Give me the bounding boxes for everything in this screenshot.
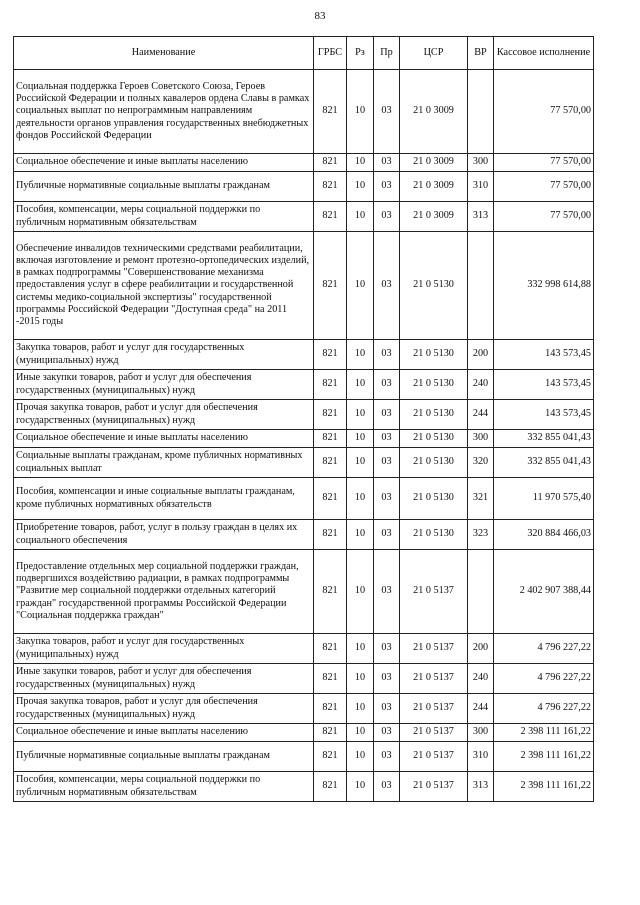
row-csr: 21 0 5137	[400, 742, 468, 772]
row-grbs: 821	[314, 172, 347, 202]
row-grbs: 821	[314, 550, 347, 634]
row-grbs: 821	[314, 430, 347, 448]
row-name: Закупка товаров, работ и услуг для государственных (муниципальных) нужд	[14, 340, 314, 370]
row-rz: 10	[347, 634, 374, 664]
row-vr: 310	[468, 172, 494, 202]
row-pr: 03	[374, 694, 400, 724]
table-row	[14, 448, 594, 478]
row-rz: 10	[347, 448, 374, 478]
row-vr	[468, 550, 494, 634]
row-amount: 11 970 575,40	[494, 478, 594, 520]
row-name: Иные закупки товаров, работ и услуг для обеспечения государственных (муниципальных) нужд	[14, 370, 314, 400]
row-pr: 03	[374, 370, 400, 400]
row-amount: 332 855 041,43	[494, 430, 594, 448]
header-vr: ВР	[468, 37, 494, 70]
row-csr: 21 0 5137	[400, 772, 468, 802]
row-name: Социальное обеспечение и иные выплаты населению	[14, 724, 314, 742]
row-vr: 244	[468, 694, 494, 724]
row-vr: 240	[468, 664, 494, 694]
row-grbs: 821	[314, 154, 347, 172]
row-amount: 332 998 614,88	[494, 232, 594, 340]
row-name: Приобретение товаров, работ, услуг в пользу граждан в целях их социального обеспечения	[14, 520, 314, 550]
table-row	[14, 772, 594, 802]
row-amount: 320 884 466,03	[494, 520, 594, 550]
row-name: Обеспечение инвалидов техническими средствами реабилитации, включая изготовление и ремонт протезно-ортопедических изделий, в рамках подпрограммы "Совершенствование механизма предоставления услуг в сфере реабилитации и государственной системы медико-социальной экспертизы" государственной программы Российской Федерации "Доступная среда" на 2011 -2015 годы	[14, 232, 314, 340]
row-grbs: 821	[314, 724, 347, 742]
row-csr: 21 0 3009	[400, 70, 468, 154]
row-pr: 03	[374, 400, 400, 430]
row-csr: 21 0 5137	[400, 634, 468, 664]
row-vr: 300	[468, 724, 494, 742]
row-pr: 03	[374, 634, 400, 664]
row-pr: 03	[374, 172, 400, 202]
row-rz: 10	[347, 694, 374, 724]
row-vr: 240	[468, 370, 494, 400]
row-rz: 10	[347, 550, 374, 634]
table-row	[14, 202, 594, 232]
table-row	[14, 694, 594, 724]
row-pr: 03	[374, 550, 400, 634]
row-pr: 03	[374, 772, 400, 802]
header-grbs: ГРБС	[314, 37, 347, 70]
row-amount: 143 573,45	[494, 340, 594, 370]
row-name: Публичные нормативные социальные выплаты гражданам	[14, 172, 314, 202]
row-vr: 313	[468, 772, 494, 802]
budget-table	[13, 36, 594, 802]
row-vr: 300	[468, 154, 494, 172]
row-grbs: 821	[314, 664, 347, 694]
row-pr: 03	[374, 232, 400, 340]
row-name: Социальные выплаты гражданам, кроме публичных нормативных социальных выплат	[14, 448, 314, 478]
row-vr	[468, 70, 494, 154]
table-row	[14, 370, 594, 400]
row-rz: 10	[347, 400, 374, 430]
row-csr: 21 0 3009	[400, 202, 468, 232]
row-amount: 4 796 227,22	[494, 634, 594, 664]
row-vr: 321	[468, 478, 494, 520]
header-rz: Рз	[347, 37, 374, 70]
row-csr: 21 0 3009	[400, 172, 468, 202]
row-grbs: 821	[314, 742, 347, 772]
row-amount: 143 573,45	[494, 370, 594, 400]
row-csr: 21 0 5130	[400, 478, 468, 520]
row-csr: 21 0 5137	[400, 664, 468, 694]
row-name: Прочая закупка товаров, работ и услуг для обеспечения государственных (муниципальных) нужд	[14, 400, 314, 430]
row-grbs: 821	[314, 520, 347, 550]
row-amount: 77 570,00	[494, 70, 594, 154]
table-row	[14, 634, 594, 664]
row-name: Прочая закупка товаров, работ и услуг для обеспечения государственных (муниципальных) нужд	[14, 694, 314, 724]
row-vr: 320	[468, 448, 494, 478]
row-amount: 4 796 227,22	[494, 664, 594, 694]
row-csr: 21 0 5137	[400, 550, 468, 634]
row-vr: 310	[468, 742, 494, 772]
row-vr: 323	[468, 520, 494, 550]
table-row	[14, 154, 594, 172]
row-rz: 10	[347, 370, 374, 400]
header-amount: Кассовое исполнение	[494, 37, 594, 70]
row-csr: 21 0 5137	[400, 724, 468, 742]
row-amount: 77 570,00	[494, 202, 594, 232]
row-csr: 21 0 5130	[400, 370, 468, 400]
row-vr: 300	[468, 430, 494, 448]
row-grbs: 821	[314, 400, 347, 430]
row-grbs: 821	[314, 70, 347, 154]
row-amount: 2 402 907 388,44	[494, 550, 594, 634]
row-rz: 10	[347, 172, 374, 202]
row-pr: 03	[374, 430, 400, 448]
row-name: Социальное обеспечение и иные выплаты населению	[14, 154, 314, 172]
table-row	[14, 232, 594, 340]
row-csr: 21 0 5137	[400, 694, 468, 724]
row-name: Предоставление отдельных мер социальной поддержки граждан, подвергшихся воздействию радиации, в рамках подпрограммы "Развитие мер социальной поддержки отдельных категорий граждан" государственной программы Российской Федерации "Социальная поддержка граждан"	[14, 550, 314, 634]
row-rz: 10	[347, 520, 374, 550]
row-grbs: 821	[314, 370, 347, 400]
table-header-row	[14, 37, 594, 70]
row-rz: 10	[347, 664, 374, 694]
row-pr: 03	[374, 154, 400, 172]
row-rz: 10	[347, 232, 374, 340]
row-amount: 2 398 111 161,22	[494, 742, 594, 772]
row-name: Публичные нормативные социальные выплаты гражданам	[14, 742, 314, 772]
table-row	[14, 400, 594, 430]
page-number: 83	[314, 10, 326, 22]
table-row	[14, 70, 594, 154]
table-row	[14, 724, 594, 742]
row-rz: 10	[347, 724, 374, 742]
table-row	[14, 664, 594, 694]
row-vr: 313	[468, 202, 494, 232]
row-csr: 21 0 5130	[400, 340, 468, 370]
row-name: Закупка товаров, работ и услуг для государственных (муниципальных) нужд	[14, 634, 314, 664]
row-name: Иные закупки товаров, работ и услуг для обеспечения государственных (муниципальных) нужд	[14, 664, 314, 694]
row-name: Пособия, компенсации, меры социальной поддержки по публичным нормативным обязательствам	[14, 772, 314, 802]
row-grbs: 821	[314, 694, 347, 724]
row-pr: 03	[374, 340, 400, 370]
row-rz: 10	[347, 202, 374, 232]
row-grbs: 821	[314, 340, 347, 370]
row-name: Пособия, компенсации, меры социальной поддержки по публичным нормативным обязательствам	[14, 202, 314, 232]
row-grbs: 821	[314, 448, 347, 478]
row-csr: 21 0 5130	[400, 430, 468, 448]
row-amount: 143 573,45	[494, 400, 594, 430]
row-pr: 03	[374, 70, 400, 154]
header-name: Наименование	[14, 37, 314, 70]
row-vr: 244	[468, 400, 494, 430]
row-amount: 77 570,00	[494, 154, 594, 172]
row-pr: 03	[374, 448, 400, 478]
table-row	[14, 172, 594, 202]
row-vr	[468, 232, 494, 340]
row-amount: 2 398 111 161,22	[494, 724, 594, 742]
row-pr: 03	[374, 478, 400, 520]
row-csr: 21 0 5130	[400, 448, 468, 478]
row-rz: 10	[347, 430, 374, 448]
row-pr: 03	[374, 202, 400, 232]
row-amount: 77 570,00	[494, 172, 594, 202]
row-rz: 10	[347, 340, 374, 370]
row-name: Пособия, компенсации и иные социальные выплаты гражданам, кроме публичных нормативных обязательств	[14, 478, 314, 520]
row-rz: 10	[347, 70, 374, 154]
row-pr: 03	[374, 664, 400, 694]
table-row	[14, 478, 594, 520]
row-csr: 21 0 5130	[400, 520, 468, 550]
row-vr: 200	[468, 340, 494, 370]
row-amount: 4 796 227,22	[494, 694, 594, 724]
header-pr: Пр	[374, 37, 400, 70]
row-vr: 200	[468, 634, 494, 664]
row-pr: 03	[374, 742, 400, 772]
row-rz: 10	[347, 772, 374, 802]
table-row	[14, 550, 594, 634]
row-csr: 21 0 5130	[400, 232, 468, 340]
header-csr: ЦСР	[400, 37, 468, 70]
row-name: Социальное обеспечение и иные выплаты населению	[14, 430, 314, 448]
row-pr: 03	[374, 520, 400, 550]
row-amount: 2 398 111 161,22	[494, 772, 594, 802]
row-rz: 10	[347, 154, 374, 172]
row-rz: 10	[347, 478, 374, 520]
row-grbs: 821	[314, 232, 347, 340]
row-grbs: 821	[314, 478, 347, 520]
table-row	[14, 340, 594, 370]
row-amount: 332 855 041,43	[494, 448, 594, 478]
table-row	[14, 742, 594, 772]
row-pr: 03	[374, 724, 400, 742]
row-csr: 21 0 3009	[400, 154, 468, 172]
table-row	[14, 520, 594, 550]
table-row	[14, 430, 594, 448]
row-csr: 21 0 5130	[400, 400, 468, 430]
row-grbs: 821	[314, 202, 347, 232]
row-name: Социальная поддержка Героев Советского Союза, Героев Российской Федерации и полных кавалеров ордена Славы в рамках социальных выплат по непрограммным направлениям деятельности органов управления государственных внебюджетных фондов Российской Федерации	[14, 70, 314, 154]
row-grbs: 821	[314, 772, 347, 802]
row-rz: 10	[347, 742, 374, 772]
row-grbs: 821	[314, 634, 347, 664]
